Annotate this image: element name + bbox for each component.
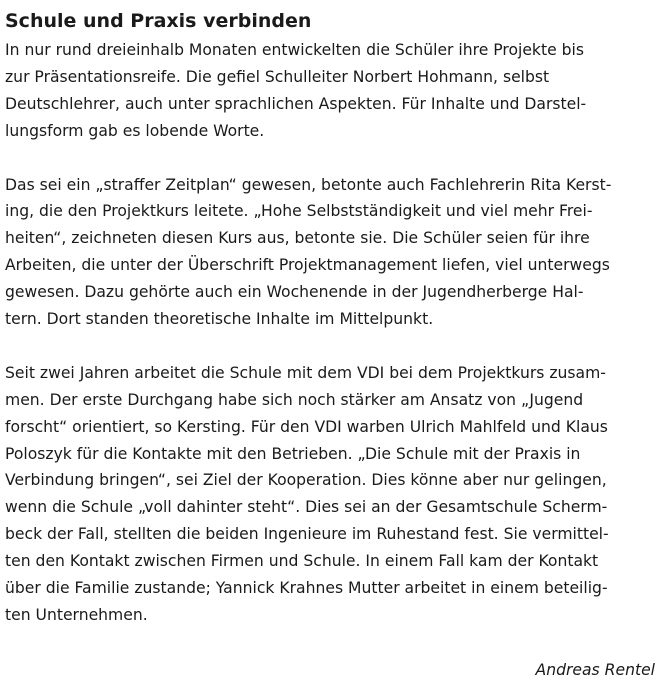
text-line: Das sei ein „straffer Zeitplan“ gewesen, betonte auch Fachlehrerin Rita Kerst- <box>5 175 612 194</box>
text-line: ten den Kontakt zwischen Firmen und Schule. In einem Fall kam der Kontakt <box>5 552 599 571</box>
text-line: ing, die den Projektkurs leitete. „Hohe Selbstständigkeit und viel mehr Frei- <box>5 202 593 221</box>
text-line: heiten“, zeichneten diesen Kurs aus, betonte sie. Die Schüler seien für ihre <box>5 229 590 248</box>
text-line: ten Unternehmen. <box>5 606 148 624</box>
text-line: Verbindung bringen“, sei Ziel der Kooperation. Dies könne aber nur gelingen, <box>5 471 607 490</box>
text-line: beck der Fall, stellten die beiden Ingenieure im Ruhestand fest. Sie vermittel- <box>5 525 609 544</box>
article-heading: Schule und Praxis verbinden <box>5 10 312 32</box>
text-line: über die Familie zustande; Yannick Krahnes Mutter arbeitet in einem beteilig- <box>5 579 608 598</box>
article <box>5 8 657 629</box>
text-line: tern. Dort standen theoretische Inhalte im Mittelpunkt. <box>5 310 434 329</box>
text-line: Seit zwei Jahren arbeitet die Schule mit dem VDI bei dem Projektkurs zusam- <box>5 363 606 382</box>
text-line: lungsform gab es lobende Worte. <box>5 121 265 140</box>
text-line: Arbeiten, die unter der Überschrift Projektmanagement liefen, viel unterwegs <box>5 256 610 275</box>
text-line: gewesen. Dazu gehörte auch ein Wochenende in der Jugendherberge Hal- <box>5 283 584 302</box>
text-line: In nur rund dreieinhalb Monaten entwickelten die Schüler ihre Projekte bis <box>5 41 584 59</box>
author-byline: Andreas Rentel <box>535 661 655 679</box>
text-line: Poloszyk für die Kontakte mit den Betrieben. „Die Schule mit der Praxis in <box>5 444 581 463</box>
paragraph-2 <box>5 172 657 333</box>
text-line: men. Der erste Durchgang habe sich noch stärker am Ansatz von „Jugend <box>5 390 584 409</box>
text-line: Deutschlehrer, auch unter sprachlichen Aspekten. Für Inhalte und Darstel- <box>5 94 587 113</box>
text-line: wenn die Schule „voll dahinter steht“. Dies sei an der Gesamtschule Scherm- <box>5 498 608 517</box>
paragraph-1 <box>5 37 657 145</box>
text-line: zur Präsentationsreife. Die gefiel Schulleiter Norbert Hohmann, selbst <box>5 67 550 86</box>
text-line: forscht“ orientiert, so Kersting. Für den VDI warben Ulrich Mahlfeld und Klaus <box>5 417 608 436</box>
paragraph-3 <box>5 360 657 629</box>
